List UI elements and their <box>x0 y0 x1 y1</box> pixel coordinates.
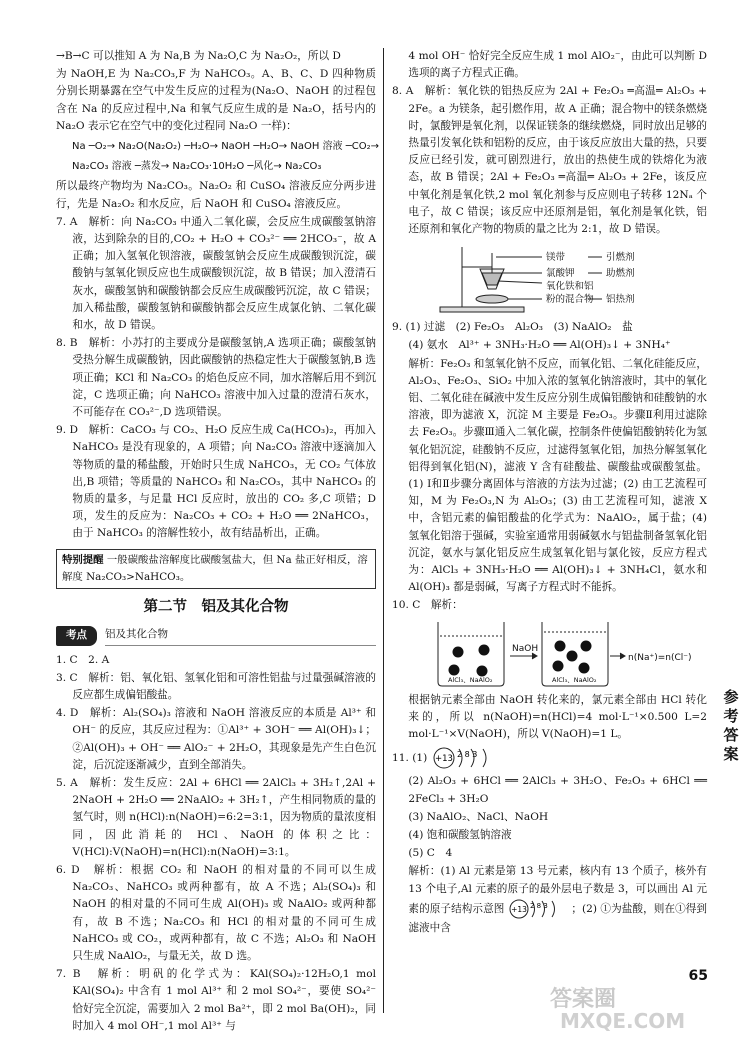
atom-core: +13 <box>510 904 527 914</box>
fig-label: 铝热剂 <box>606 294 635 306</box>
fig-label: 引燃剂 <box>606 252 635 264</box>
explanation-text: ；(2) ①为盐酸，则在①得到滤液中含 <box>408 902 708 934</box>
topic-title: 铝及其化合物 <box>105 626 376 645</box>
answer-item: 9. (1) 过滤 (2) Fe₂O₃ Al₂O₃ (3) NaAlO₂ 盐 <box>392 321 633 334</box>
fig-label: 粉的混合物 <box>546 294 594 306</box>
answer-item: 6. D 解析：根据 CO₂ 和 NaOH 的相对量的不同可以生成 Na₂CO₃、NaHCO₃ 或两种都有，故 A 不选；Al₂(SO₄)₃ 和 NaOH 的相对量的不同可生成 Al(OH)₃ 或 NaAlO₂ 或两种都有，故 B 不选；Na₂CO₃ 和 HCl 的相对量的不同可生成 NaHCO₃ 或 CO₂，或两种都有，故 C 不选；Al₂O₃ 和 NaOH 只生成 NaAlO₂，与量无关，故 D 选。 <box>56 863 376 962</box>
answer-item: 5. A 解析：发生反应：2Al + 6HCl ══ 2AlCl₃ + 3H₂↑,2Al + 2NaOH + 2H₂O ══ 2NaAlO₂ + 3H₂↑，产生相同物质的量的氢气时，则 n(HCl):n(NaOH)=6:2=3:1，因为物质的量浓度相同，因此消耗的 HCl、NaOH 的体积之比：V(HCl):V(NaOH)=n(HCl):n(NaOH)=3:1。 <box>56 776 376 858</box>
special-tip-box <box>56 549 376 589</box>
answer-item: 8. B 解析：小苏打的主要成分是碳酸氢钠,A 选项正确；碳酸氢钠受热分解生成碳酸钠，因此碳酸钠的热稳定性大于碳酸氢钠,B 选项正确；KCl 和 Na₂CO₃ 的焰色反应不同，加水溶解后用不到沉淀，C 选项正确；向 NaHCO₃ 溶液中加入过量的澄清石灰水，不可能存在 CO₃²⁻,D 选项错误。 <box>56 337 376 419</box>
answer-explanation <box>392 863 707 937</box>
answer-item: 10. C 解析： <box>392 599 463 612</box>
answer-item: 4. D 解析：Al₂(SO₄)₃ 溶液和 NaOH 溶液反应的本质是 Al³⁺ 和 OH⁻ 的反应，其反应过程为：①Al³⁺ + 3OH⁻ ══ Al(OH)₃↓；②Al(OH)₃ + OH⁻ ══ AlO₂⁻ + 2H₂O，其现象是先产生白色沉淀，后沉淀逐渐减少，直到全部消失。 <box>56 707 376 771</box>
fig-label: NaOH <box>512 643 539 654</box>
reaction-chain: Na ─O₂→ Na₂O(Na₂O₂) ─H₂O→ NaOH ─H₂O→ NaOH 溶液 ─CO₂→ <box>72 141 379 153</box>
right-column <box>392 48 707 938</box>
atom-shells: 2 8 3 <box>457 750 478 760</box>
fig-label: 镁带 <box>546 252 566 264</box>
paragraph: 所以最终产物均为 Na₂CO₃。Na₂O₂ 和 CuSO₄ 溶液反应分两步进行，先是 Na₂O₂ 和水反应，后 NaOH 和 CuSO₄ 溶液反应。 <box>56 180 376 210</box>
left-column <box>56 48 379 1036</box>
answer-item: (4) 饱和碳酸氢钠溶液 <box>408 828 512 841</box>
fig-label: 助燃剂 <box>606 268 635 280</box>
answer-item <box>392 745 707 771</box>
fig-label: n(Na⁺)=n(Cl⁻) <box>628 652 692 663</box>
paragraph: →B→C 可以推知 A 为 Na,B 为 Na₂O,C 为 Na₂O₂，所以 D <box>56 50 341 62</box>
answer-item: (5) C 4 <box>408 847 453 860</box>
tip-label: 特别提醒 <box>62 553 104 566</box>
tip-text: 一般碳酸盐溶解度比碳酸氢盐大，但 Na 盐正好相反，溶解度 Na₂CO₃>NaHCO₃。 <box>62 553 368 583</box>
fig-label: 氯酸钾 <box>546 268 575 280</box>
answer-item: (4) 氨水 Al³⁺ + 3NH₃·H₂O ══ Al(OH)₃↓ + 3NH₄⁺ <box>408 339 671 352</box>
answer-item: 7. A 解析：向 Na₂CO₃ 中通入二氧化碳，会反应生成碳酸氢钠溶液，达到除杂的目的,CO₂ + H₂O + CO₃²⁻ ══ 2HCO₃⁻，故 A 正确；加入氢氧化钡溶液，碳酸氢钠会反应生成碳酸钡沉淀，碳酸钠与氢氧化钡反应也生成碳酸钡沉淀，故 B 错误；加入澄清石灰水，碳酸氢钠和碳酸钠都会反应生成碳酸钙沉淀，故 C 错误；加入稀盐酸，碳酸氢钠和碳酸钠都会反应生成氯化钠、二氧化碳和水，故 D 错误。 <box>56 215 376 332</box>
answer-item: 3. C 解析：铝、氧化铝、氢氧化铝和可溶性铝盐与过量强碱溶液的反应都生成偏铝酸盐。 <box>56 671 376 701</box>
answer-explanation: 根据钠元素全部由 NaOH 转化来的，氯元素全部由 HCl 转化来的，所以 n(NaOH)=n(HCl)=4 mol·L⁻¹×0.500 L=2 mol·L⁻¹×V(NaOH)，所以 V(NaOH)=1 L。 <box>408 693 707 741</box>
svg-text:答案圈: 答案圈 <box>550 987 617 1012</box>
section-title: 第二节 铝及其化合物 <box>143 599 289 616</box>
fig-sublabel: AlCl₃、NaAlO₂ <box>552 675 597 684</box>
topic-tag: 考点 <box>56 626 97 645</box>
fig-sublabel: AlCl₃、NaAlO₂ <box>448 675 493 684</box>
atom-structure-diagram <box>431 745 501 771</box>
beaker-diagram <box>392 616 692 692</box>
reaction-chain: Na₂CO₃ 溶液 ─蒸发→ Na₂CO₃·10H₂O ─风化→ Na₂CO₃ <box>72 161 322 173</box>
answer-item: (3) NaAlO₂、NaCl、NaOH <box>408 810 549 823</box>
atom-structure-diagram <box>508 898 568 920</box>
explanation-text: 解析：(1) Al 元素是第 13 号元素，核内有 13 个质子，核外有 13 个电子,Al 元素的原子的最外层电子数是 3，可以画出 Al 元素的原子结构示意图 <box>408 865 707 915</box>
answer-item: 1. C 2. A <box>56 653 110 666</box>
atom-core: +13 <box>435 754 454 765</box>
thermite-apparatus-diagram <box>392 239 692 319</box>
svg-text:MXQE.COM: MXQE.COM <box>560 1009 686 1033</box>
topic-header <box>56 626 376 645</box>
fig-label: 氧化铁和铝 <box>546 281 594 293</box>
answer-item: (2) Al₂O₃ + 6HCl ══ 2AlCl₃ + 3H₂O、Fe₂O₃ + 6HCl ══ 2FeCl₃ + 3H₂O <box>408 775 707 805</box>
answer-item: 8. A 解析：氧化铁的铝热反应为 2Al + Fe₂O₃ ═高温═ Al₂O₃ + 2Fe。a 为镁条，起引燃作用，故 A 正确；混合物中的镁条燃烧时，氯酸钾是氧化剂，以保证镁条的继续燃烧，同时放出足够的热量引发氧化铁和铝粉的反应，由于该反应放出大量的热，只要反应已经引发，就可剧烈进行，放出的热使生成的铁熔化为液态，故 B 错误；2Al + Fe₂O₃ ═高温═ Al₂O₃ + 2Fe，该反应中氧化剂是氧化铁,2 mol 氧化剂参与反应则电子转移 12Nₐ 个电子，故 C 错误；该反应中还原剂是铝，氧化剂是氧化铁，铝还原剂和氧化产物的物质的量之比为 2:1，故 D 错误。 <box>392 85 707 236</box>
atom-shells: 2 8 3 <box>529 901 548 910</box>
answer-number: 11. (1) <box>392 751 428 764</box>
paragraph: 为 NaOH,E 为 Na₂CO₃,F 为 NaHCO₃。A、B、C、D 四种物质分别长期暴露在空气中发生反应的过程为(Na₂O、NaOH 的过程包含在 Na 的反应过程中,Na 和氧气反应生成的是 Na₂O，括号内的 Na₂O 表示它在空气中的变化过程同 Na₂O 一样)： <box>56 68 376 132</box>
answer-item: 9. D 解析：CaCO₃ 与 CO₂、H₂O 反应生成 Ca(HCO₃)₂，再加入 NaHCO₃ 是没有现象的，A 项错；向 Na₂CO₃ 溶液中逐滴加入等物质的量的稀盐酸，开始时只生成 NaHCO₃，无 CO₂ 气体放出,B 项错；等质量的 NaHCO₃ 和 Na₂CO₃，其中 NaHCO₃ 的物质的量多，与足量 HCl 反应时，放出的 CO₂ 多,C 项错；D 项，发生的反应为：Na₂CO₃ + CO₂ + H₂O ══ 2NaHCO₃，由于 NaHCO₃ 的溶解性较小，故有结晶析出，正确。 <box>56 424 376 540</box>
answer-explanation: 解析：Fe₂O₃ 和氢氧化钠不反应，而氧化铝、二氧化硅能反应，Al₂O₃、Fe₂O₃、SiO₂ 中加入浓的氢氧化钠溶液时，其中的氧化铝、二氧化硅在碱液中发生反应分别生成偏铝酸钠和硅酸钠的水溶液，即为滤液 X，沉淀 M 主要是 Fe₂O₃。步骤Ⅱ利用过滤除去 Fe₂O₃。步骤Ⅲ通入二氧化碳，控制条件使偏铝酸钠转化为氢氧化铝沉淀，硅酸钠不反应，过滤得氢氧化铝，加热分解氢氧化铝得到氧化铝(N)，滤液 Y 含有硅酸盐、碳酸盐或碳酸氢盐。(1) Ⅰ和Ⅱ步骤分离固体与溶液的方法为过滤；(2) 由工艺流程可知，M 为 Fe₂O₃,N 为 Al₂O₃；(3) 由工艺流程可知，滤液 X 中，含铝元素的偏铝酸盐的化学式为：NaAlO₂，属于盐；(4) 氢氧化铝溶于强碱，实验室通常用弱碱氨水与铝盐制备氢氧化铝沉淀，氨水与氯化铝反应生成氢氧化铝与氯化铵，反应方程式为：AlCl₃ + 3NH₃·H₂O ══ Al(OH)₃↓ + 3NH₄Cl，氨水和 Al(OH)₃ 都是弱碱，写离子方程式时不能拆。 <box>408 357 707 594</box>
side-tab-answers: 参考答案 <box>723 688 739 763</box>
column-divider <box>383 48 384 1013</box>
watermark-logo <box>540 978 730 1033</box>
answer-item: 7. B 解析：明矾的化学式为：KAl(SO₄)₂·12H₂O,1 mol KAl(SO₄)₂ 中含有 1 mol Al³⁺ 和 2 mol SO₄²⁻，要使 SO₄²⁻ 恰好完全沉淀，需要加入 2 mol Ba²⁺，即 2 mol Ba(OH)₂，同时加入 4 mol OH⁻,1 mol Al³⁺ 与 <box>56 968 376 1032</box>
paragraph: 4 mol OH⁻ 恰好完全反应生成 1 mol AlO₂⁻，由此可以判断 D 选项的离子方程式正确。 <box>408 50 707 80</box>
page-number: 65 <box>688 968 708 984</box>
